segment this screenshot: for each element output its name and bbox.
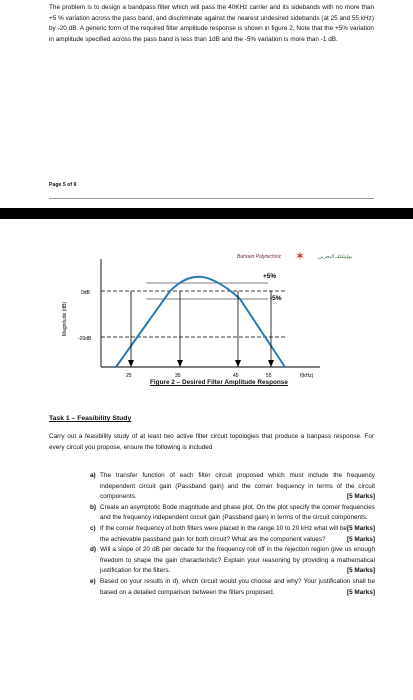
list-item: [90, 577, 375, 598]
item-marks: [5 Marks]: [346, 588, 375, 596]
y-axis-label: Magnitude (dB): [62, 301, 68, 337]
page-number: Page 5 of 9: [49, 182, 77, 188]
x-tick-35: 35: [175, 373, 181, 379]
item-label: d): [90, 546, 97, 554]
logo-star-icon: ✶: [295, 249, 306, 263]
logo-text-left: Bahrain Polytechnic: [237, 254, 282, 260]
minus5-annotation: -5%: [270, 295, 282, 302]
amplitude-response-figure: [0, 219, 413, 379]
x-tick-25: 25: [126, 373, 132, 379]
list-item: [90, 545, 375, 577]
list-item: [90, 524, 375, 545]
arrow-head-45: [235, 360, 241, 367]
arrow-head-25: [128, 360, 134, 367]
page-divider: [49, 198, 374, 199]
page-2: [0, 219, 413, 700]
list-item: [90, 471, 375, 503]
x-unit-label: f(kHz): [300, 373, 314, 379]
item-text: Based on your results in d), which circuit would you choose and why? Your justification shall be based on a detailed comparison between the filters proposed.: [100, 577, 375, 596]
page-1: [0, 0, 413, 208]
y-tick-minus20db: -20dB: [78, 336, 92, 342]
item-text: If the corner frequency of both filters were placed in the range 10 to 20 kHz what will be the achievable passband gain for both circuit? What are the component values?: [100, 524, 347, 543]
item-text: Will a slope of 20 dB per decade for the frequency roll off in the rejection region give us enough freedom to shape the gain characteristic? Explain your reasoning by providing a mathematical justification for the filters.: [100, 546, 375, 575]
item-marks: [5 Marks]: [346, 493, 375, 501]
item-label: a): [90, 472, 96, 479]
task-intro: Carry out a feasibility study of at least two active filter circuit topologies that produce a banpass response. For every circuit you propose, ensure the following is included: [49, 433, 374, 451]
problem-paragraph: The problem is to design a bandpass filter which will pass the 40KHz carrier and its sidebands with no more than +5 % variation across the pass band, and discriminate against the nearest undesired sidebands (at 25 and 55 kHz) by -20 dB. A generic form of the required filter amplitude response is shown in figure 2. Note that the +5% variation in amplitude specified across the pass band is less than 1dB and the -5% variation is more than -1 dB.: [49, 4, 374, 43]
item-marks: [5 Marks]: [346, 524, 375, 532]
item-marks: [5 Marks]: [346, 535, 375, 543]
response-curve: [116, 277, 285, 367]
arrow-head-35: [177, 360, 183, 367]
task-items: [90, 471, 375, 598]
logo-text-right: بوليتكنك البحرين: [318, 254, 352, 260]
task-heading: Task 1 – Feasibility Study: [49, 415, 132, 422]
x-tick-45: 45: [233, 373, 239, 379]
item-label: b): [90, 503, 97, 511]
page-gap: [0, 208, 413, 219]
item-marks: [5 Marks]: [346, 567, 375, 575]
arrow-head-55: [268, 360, 274, 367]
plus5-annotation: +5%: [263, 273, 277, 280]
figure-caption: Figure 2 – Desired Filter Amplitude Response: [150, 379, 288, 386]
item-text: Create an asymptotic Bode magnitude and phase plot. On the plot specify the corner frequencies and the frequency independent circuit gain (Passband gain) in terms of the circuit components.: [100, 503, 375, 522]
item-text: The transfer function of each filter circuit proposed which must include the frequency independent circuit gain (Passband gain) and the corner frequency in terms of the circuit components.: [100, 472, 375, 501]
list-item: [90, 503, 375, 532]
item-label: c): [90, 524, 96, 532]
item-label: e): [90, 577, 96, 585]
x-tick-55: 55: [266, 373, 272, 379]
y-tick-0db: 0dB: [81, 290, 90, 296]
